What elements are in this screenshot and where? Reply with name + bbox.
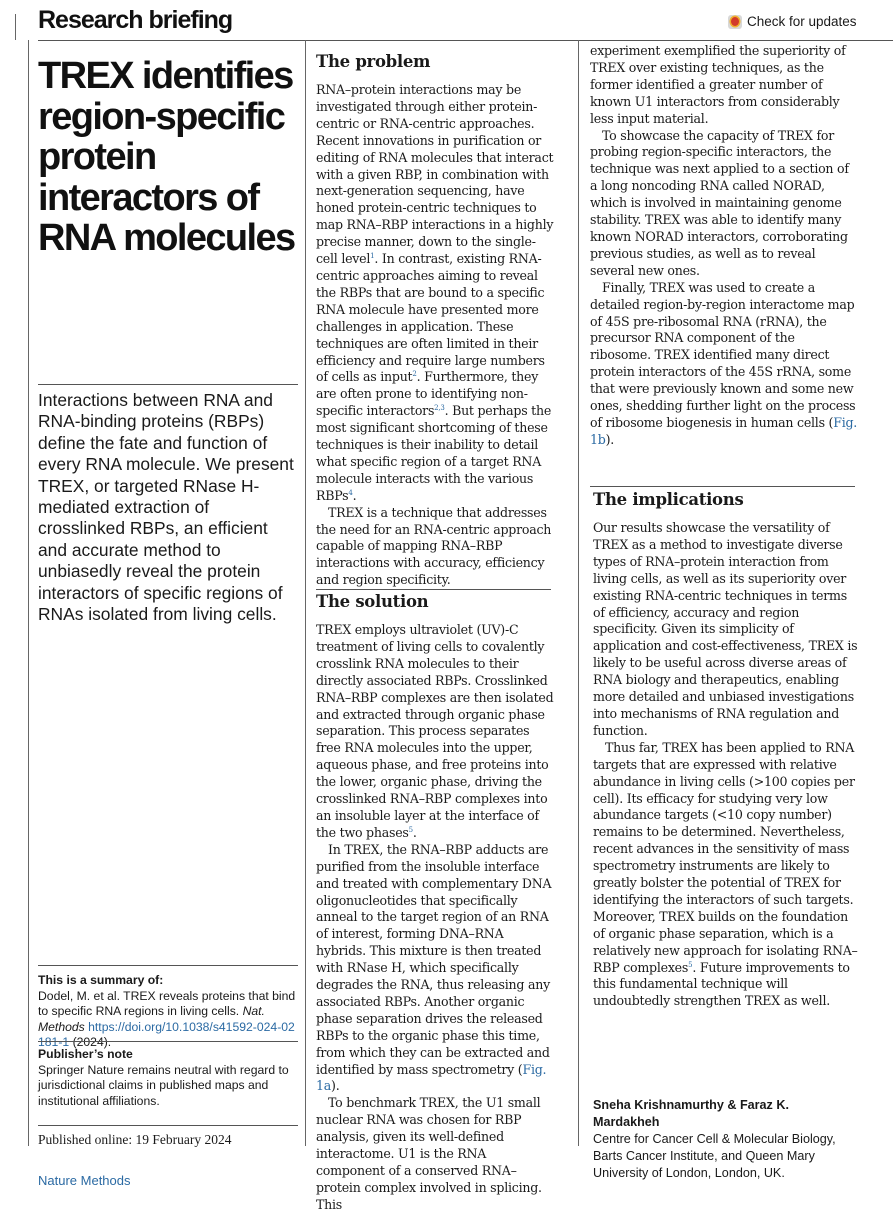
publishers-note-text: Springer Nature remains neutral with regard to jurisdictional claims in published maps and institutional affiliations. [38, 1062, 289, 1108]
section-solution [316, 592, 554, 1214]
publishers-note [38, 1047, 298, 1109]
section-heading: The implications [593, 490, 744, 509]
standfirst: Interactions between RNA and RNA-binding proteins (RBPs) define the fate and function of every RNA molecule. We present TREX, or targeted RNase H-mediated extraction of crosslinked RBPs, an efficient and accurate method to unbiasedly reveal the protein interactors of specific regions of RNAs isolated from living cells. [38, 390, 294, 625]
paragraph [316, 82, 554, 505]
check-for-updates-label: Check for updates [747, 14, 857, 29]
section-kicker: Research briefing [38, 6, 233, 34]
reference[interactable]: 2,3 [434, 404, 445, 413]
column-divider [578, 40, 579, 1146]
section-implications [593, 490, 861, 1010]
solution-continued [590, 43, 858, 449]
divider [590, 486, 855, 487]
divider [38, 965, 298, 966]
check-for-updates-button[interactable] [728, 14, 857, 29]
reference[interactable]: 2 [412, 370, 417, 379]
author-block [593, 1097, 858, 1182]
paragraph [316, 842, 554, 1096]
author-names: Sneha Krishnamurthy & Faraz K. Mardakheh [593, 1098, 789, 1129]
section-problem [316, 52, 554, 589]
text: . But perhaps the most significant shortcoming of these techniques is their inability to detail what specific region of a target RNA molecule interacts with the various RBPs [316, 403, 552, 503]
reference[interactable]: 5 [688, 960, 693, 969]
paragraph: TREX is a technique that addresses the need for an RNA-centric approach capable of mapping RNA–RBP interactions with accuracy, efficiency and region specificity. [316, 504, 552, 588]
publishers-note-title: Publisher’s note [38, 1047, 133, 1061]
divider [15, 14, 16, 40]
journal-footer[interactable]: Nature Methods [38, 1173, 131, 1188]
paragraph: To showcase the capacity of TREX for probing region-specific interactors, the technique was next applied to a section of a long noncoding RNA called NORAD, which is involved in maintaining genome stability. TREX was able to identify many known NORAD interactors, corroborating previous studies, as well as to reveal several new ones. [590, 127, 849, 278]
crossmark-icon [728, 15, 742, 29]
divider [38, 1041, 298, 1042]
summary-journal: Nat. Methods [38, 1004, 265, 1034]
summary-box [38, 973, 298, 1051]
paragraph: To benchmark TREX, the U1 small nuclear RNA was chosen for RBP analysis, given its well-defined interactome. U1 is the RNA component of a conserved RNA–protein complex involved in splicing. This [316, 1095, 542, 1212]
text: RNA–protein interactions may be investigated through either protein-centric or RNA-centric approaches. Recent innovations in purification or editing of RNA molecules that interact with a given RBP, in combination with next-generation sequencing, have honed protein-centric techniques to map RNA–RBP interactions in a highly precise manner, down to the single-cell level [316, 82, 554, 267]
summary-text: Dodel, M. et al. TREX reveals proteins that bind to specific RNA regions in living cells. [38, 988, 296, 1018]
paragraph [593, 740, 861, 1011]
top-rule [38, 40, 893, 41]
figure-link[interactable]: Fig. 1a [316, 1061, 547, 1094]
divider [38, 384, 298, 385]
summary-year: (2024). [72, 1035, 112, 1049]
paragraph [590, 280, 858, 449]
text: Finally, TREX was used to create a detailed region-by-region interactome map of 45S pre-ribosomal RNA (rRNA), the precursor RNA component of the ribosome. TREX identified many direct protein interactors of the 45S rRNA, some that were previously known and some new ones, shedding further light on the process of ribosome biogenesis in human cells ( [590, 279, 856, 430]
divider [316, 589, 551, 590]
figure-link[interactable]: Fig. 1b [590, 414, 858, 447]
section-heading: The solution [316, 592, 429, 611]
summary-title: This is a summary of: [38, 973, 164, 987]
text: . In contrast, existing RNA-centric approaches aiming to reveal the RBPs that are bound to a specific RNA molecule have presented more challenges in application. These techniques are often limited in their efficiency and require large numbers of cells as input [316, 251, 545, 385]
text: . [412, 824, 417, 840]
text: ). [605, 431, 614, 447]
reference[interactable]: 1 [370, 252, 375, 261]
text: . [352, 487, 357, 503]
reference[interactable]: 4 [348, 488, 353, 497]
text: ). [331, 1078, 340, 1094]
text: Thus far, TREX has been applied to RNA targets that are expressed with relative abundance in living cells (>100 copies per cell). Its efficacy for studying very low abundance targets (<10 copy number) remains to be determined. Nevertheless, recent advances in the sensitivity of mass spectrometry instruments are likely to greatly bolster the potential of TREX for identifying the interactors of such targets. Moreover, TREX builds on the foundation of organic phase separation, which is a relatively new approach for isolating RNA–RBP complexes [593, 739, 858, 975]
column-divider [305, 40, 306, 1146]
paragraph: Our results showcase the versatility of TREX as a method to investigate diverse types of RNA–protein interaction from living cells, as well as its superiority over existing RNA-centric techniques in terms of efficiency, accuracy and region specificity. Given its simplicity of application and cost-effectiveness, TREX is likely to be useful across diverse areas of RNA biology and therapeutics, enabling more detailed and unbiased investigations into mechanisms of RNA regulation and function. [593, 520, 858, 738]
section-heading: The problem [316, 52, 431, 71]
published-date: Published online: 19 February 2024 [38, 1132, 232, 1147]
text: . Furthermore, they are often prone to identifying non-specific interactors [316, 369, 539, 419]
author-affiliation: Centre for Cancer Cell & Molecular Biology, Barts Cancer Institute, and Queen Mary University of London, London, UK. [593, 1131, 836, 1180]
text: . Future improvements to this fundamental technique will undoubtedly strengthen TREX as well. [593, 959, 850, 1009]
paragraph: experiment exemplified the superiority of TREX over existing techniques, as the former identified a greater number of known U1 interactors from considerably less input material. [590, 43, 846, 126]
reference[interactable]: 5 [408, 825, 413, 834]
divider [38, 1125, 298, 1126]
paragraph [316, 622, 554, 842]
left-border [28, 40, 29, 1146]
doi-link[interactable]: https://doi.org/10.1038/s41592-024-02181-1 [38, 1019, 295, 1049]
text: TREX employs ultraviolet (UV)-C treatment of living cells to covalently crosslink RNA molecules to their directly associated RBPs. Crosslinked RNA–RBP complexes are then isolated and extracted through organic phase separation. This process separates free RNA molecules into the upper, aqueous phase, and free proteins into the lower, organic phase, driving the crosslinked RNA–RBP complexes into an insoluble layer at the interface of the two phases [316, 622, 554, 840]
headline: TREX identifies region-specific protein interactors of RNA molecules [38, 55, 295, 259]
text: In TREX, the RNA–RBP adducts are purified from the insoluble interface and treated with complementary DNA oligonucleotides that specifically anneal to the target region of an RNA of interest, forming DNA–RNA hybrids. This mixture is then treated with RNase H, which specifically degrades the RNA, thus releasing any associated RBPs. Another organic phase separation drives the released RBPs to the organic phase this time, from which they can be extracted and identified by mass spectrometry ( [316, 841, 552, 1077]
